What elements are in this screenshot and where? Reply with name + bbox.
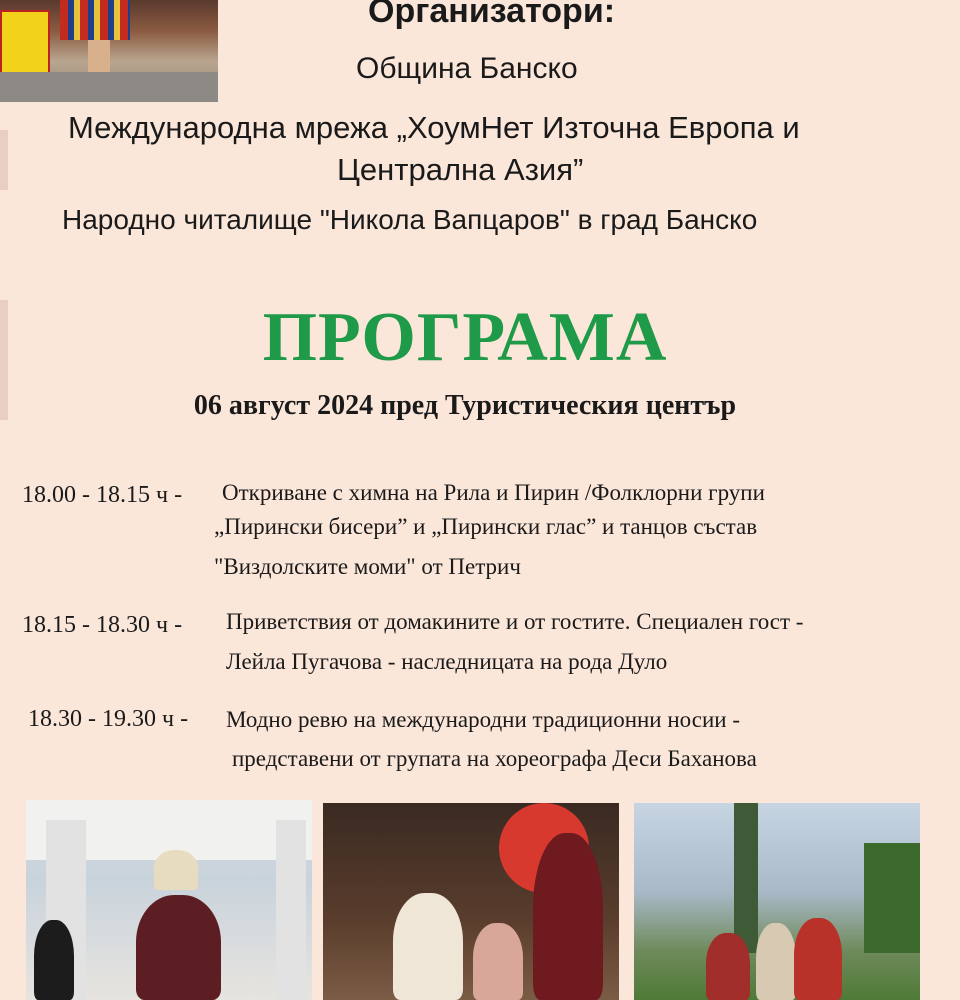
organizer-homenet-line1: Международна мрежа „ХоумНет Източна Европа и (68, 110, 800, 145)
organizer-homenet-line2: Централна Азия” (337, 152, 584, 186)
photo-girl (473, 923, 523, 1000)
photo-woman-red-costume (533, 833, 603, 1000)
program-date: 06 август 2024 пред Туристическия център (193, 390, 737, 421)
schedule-text: "Виздолските моми" от Петрич (214, 554, 521, 579)
program-heading: ПРОГРАМА (262, 299, 668, 376)
schedule-text: Откриване с химна на Рила и Пирин /Фолклорни групи (222, 480, 765, 505)
photo-person (756, 923, 796, 1000)
schedule-time: 18.30 - 19.30 ч - (28, 706, 189, 732)
photo-woman-white (393, 893, 463, 1000)
photo-headdress (154, 850, 198, 890)
schedule-text: Модно ревю на международни традиционни носии - (226, 707, 740, 732)
photo-costume-dance (26, 800, 312, 1000)
organizers-title: Организатори: (368, 0, 616, 30)
top-photo-folk-costume (0, 0, 218, 102)
photo-outdoor-group (634, 803, 920, 1000)
organizer-municipality: Община Банско (356, 52, 578, 85)
left-edge-mark (0, 130, 8, 190)
schedule-time: 18.15 - 18.30 ч - (22, 612, 183, 638)
schedule-text: представени от групата на хореографа Деси Баханова (232, 746, 757, 771)
photo-man (34, 920, 74, 1000)
photo-person (706, 933, 750, 1000)
photo-embroidered-skirt (60, 0, 130, 40)
photo-tree (734, 803, 758, 953)
photo-ground (0, 72, 218, 102)
photo-person (794, 918, 842, 1000)
organizer-community-center: Народно читалище "Никола Вапцаров" в град Банско (62, 204, 758, 235)
schedule-text: Лейла Пугачова - наследницата на рода Дуло (226, 649, 668, 674)
photo-column (276, 820, 306, 1000)
schedule-text: „Пирински бисери” и „Пирински глас” и танцов състав (214, 514, 758, 539)
schedule-time: 18.00 - 18.15 ч - (22, 482, 183, 508)
photo-dancer-dress (136, 895, 221, 1000)
photo-trees (864, 843, 920, 953)
photo-stage-performers (323, 803, 619, 1000)
schedule-text: Приветствия от домакините и от гостите. Специален гост - (226, 609, 804, 634)
